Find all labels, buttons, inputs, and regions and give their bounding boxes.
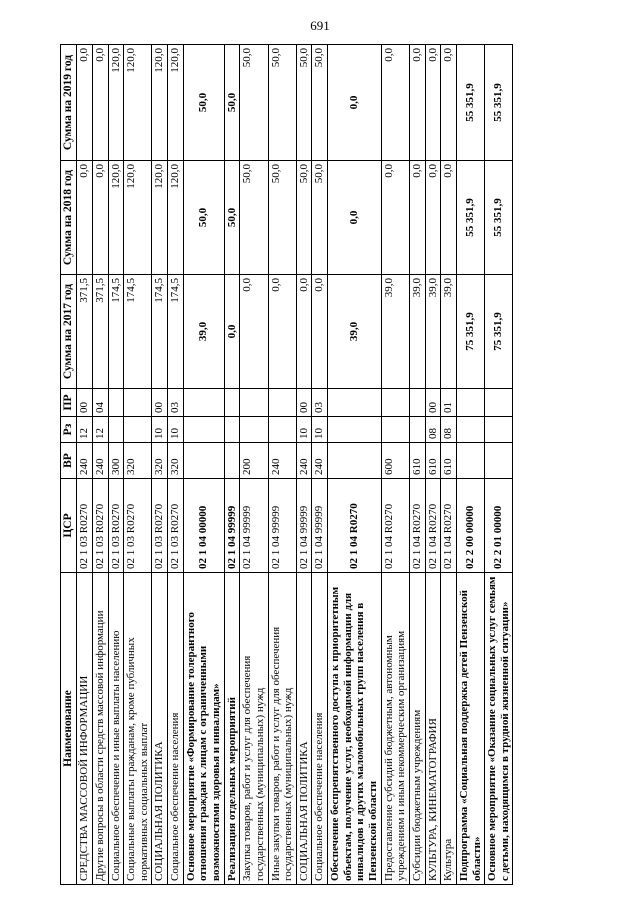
page-number: 691: [310, 18, 330, 33]
row-2018: 120,0: [108, 161, 124, 275]
row-pr: [268, 389, 296, 417]
row-2017: 0,0: [268, 275, 296, 389]
row-csr: 02 1 04 99999: [268, 479, 296, 573]
row-2019: 0,0: [409, 45, 425, 161]
row-2017: 39,0: [409, 275, 425, 389]
table-row: [224, 45, 240, 885]
row-pr: [381, 389, 409, 417]
row-csr: 02 2 00 00000: [456, 479, 484, 573]
row-pr: [124, 389, 152, 417]
row-name: Предоставление субсидий бюджетным, автономным учреждениям и иным некоммерческим организациям: [381, 573, 409, 885]
row-2019: 50,0: [183, 45, 224, 161]
header-rz: Рз: [61, 417, 77, 443]
row-2019: 0,0: [77, 45, 93, 161]
row-2017: 174,5: [124, 275, 152, 389]
row-2018: 0,0: [381, 161, 409, 275]
row-vr: 200: [240, 443, 268, 479]
row-2018: 55 351,9: [485, 161, 513, 275]
table-body: [77, 45, 513, 885]
row-vr: 610: [441, 443, 457, 479]
header-row: [61, 45, 77, 885]
row-pr: 00: [296, 389, 312, 417]
row-vr: 610: [425, 443, 441, 479]
row-2019: 0,0: [92, 45, 108, 161]
header-csr: ЦСР: [61, 479, 77, 573]
row-2019: 0,0: [441, 45, 457, 161]
row-csr: 02 1 03 R0270: [92, 479, 108, 573]
row-2019: 55 351,9: [456, 45, 484, 161]
row-name: Социальное обеспечение населения: [168, 573, 184, 885]
row-2017: 0,0: [240, 275, 268, 389]
row-2019: 50,0: [312, 45, 328, 161]
table-row: [312, 45, 328, 885]
row-rz: [456, 417, 484, 443]
row-rz: [183, 417, 224, 443]
row-csr: 02 1 04 99999: [240, 479, 268, 573]
row-rz: [381, 417, 409, 443]
row-vr: 240: [92, 443, 108, 479]
table-row: [240, 45, 268, 885]
row-2017: 39,0: [381, 275, 409, 389]
header-pr: ПР: [61, 389, 77, 417]
table-row: [183, 45, 224, 885]
row-2017: 0,0: [296, 275, 312, 389]
row-rz: 12: [77, 417, 93, 443]
row-rz: 10: [312, 417, 328, 443]
row-csr: 02 1 04 99999: [224, 479, 240, 573]
row-2017: 0,0: [224, 275, 240, 389]
row-2019: 0,0: [425, 45, 441, 161]
row-vr: 320: [152, 443, 168, 479]
row-pr: 00: [77, 389, 93, 417]
row-name: Социальное обеспечение населения: [312, 573, 328, 885]
row-vr: [485, 443, 513, 479]
row-2019: 120,0: [108, 45, 124, 161]
row-pr: [456, 389, 484, 417]
row-2017: 75 351,9: [485, 275, 513, 389]
row-2018: 50,0: [224, 161, 240, 275]
table-row: [485, 45, 513, 885]
row-rz: [124, 417, 152, 443]
row-name: Основное мероприятие «Формирование толерантного отношения граждан к лицам с ограниченными возможностями здоровья и инвалидам»: [183, 573, 224, 885]
row-pr: [224, 389, 240, 417]
row-2018: 120,0: [124, 161, 152, 275]
row-2017: 75 351,9: [456, 275, 484, 389]
header-vr: ВР: [61, 443, 77, 479]
row-2018: 120,0: [168, 161, 184, 275]
row-pr: [240, 389, 268, 417]
row-name: Подпрограмма «Социальная поддержка детей Пензенской области»: [456, 573, 484, 885]
row-2019: 50,0: [268, 45, 296, 161]
row-name: Реализация отдельных мероприятий: [224, 573, 240, 885]
row-csr: 02 1 03 R0270: [168, 479, 184, 573]
row-name: Социальное обеспечение и иные выплаты населению: [108, 573, 124, 885]
row-name: СРЕДСТВА МАССОВОЙ ИНФОРМАЦИИ: [77, 573, 93, 885]
row-vr: 240: [312, 443, 328, 479]
row-2018: 55 351,9: [456, 161, 484, 275]
table-row: [456, 45, 484, 885]
row-pr: 00: [425, 389, 441, 417]
row-2017: 371,5: [92, 275, 108, 389]
row-csr: 02 1 04 99999: [296, 479, 312, 573]
row-csr: 02 1 03 R0270: [152, 479, 168, 573]
row-2019: 0,0: [381, 45, 409, 161]
row-2018: 50,0: [268, 161, 296, 275]
row-csr: 02 1 04 R0270: [409, 479, 425, 573]
row-pr: 03: [312, 389, 328, 417]
row-vr: 240: [268, 443, 296, 479]
row-pr: 01: [441, 389, 457, 417]
row-2017: 174,5: [168, 275, 184, 389]
row-pr: 03: [168, 389, 184, 417]
row-2018: 50,0: [312, 161, 328, 275]
row-pr: [183, 389, 224, 417]
row-pr: [108, 389, 124, 417]
row-pr: [328, 389, 382, 417]
row-2018: 0,0: [409, 161, 425, 275]
row-2018: 50,0: [240, 161, 268, 275]
row-rz: [240, 417, 268, 443]
row-vr: [224, 443, 240, 479]
row-2019: 120,0: [168, 45, 184, 161]
row-2019: 50,0: [240, 45, 268, 161]
row-rz: [268, 417, 296, 443]
row-vr: 610: [409, 443, 425, 479]
row-2017: 174,5: [152, 275, 168, 389]
row-name: СОЦИАЛЬНАЯ ПОЛИТИКА: [152, 573, 168, 885]
row-2017: 39,0: [425, 275, 441, 389]
row-2018: 0,0: [77, 161, 93, 275]
row-2019: 50,0: [224, 45, 240, 161]
row-name: Закупка товаров, работ и услуг для обеспечения государственных (муниципальных) нужд: [240, 573, 268, 885]
budget-table: [60, 44, 513, 885]
row-2018: 120,0: [152, 161, 168, 275]
row-vr: [456, 443, 484, 479]
table-row: [77, 45, 93, 885]
row-rz: 10: [296, 417, 312, 443]
row-pr: [409, 389, 425, 417]
table-row: [108, 45, 124, 885]
table-row: [409, 45, 425, 885]
row-csr: 02 1 04 R0270: [328, 479, 382, 573]
row-rz: [485, 417, 513, 443]
row-csr: 02 1 04 00000: [183, 479, 224, 573]
row-2017: 371,5: [77, 275, 93, 389]
table-row: [268, 45, 296, 885]
budget-table-container: [60, 45, 580, 885]
row-pr: 00: [152, 389, 168, 417]
row-2018: 50,0: [183, 161, 224, 275]
table-row: [441, 45, 457, 885]
row-csr: 02 1 04 R0270: [425, 479, 441, 573]
row-name: Субсидии бюджетным учреждениям: [409, 573, 425, 885]
table-row: [152, 45, 168, 885]
table-row: [168, 45, 184, 885]
row-name: Другие вопросы в области средств массовой информации: [92, 573, 108, 885]
row-csr: 02 1 03 R0270: [124, 479, 152, 573]
row-vr: 320: [168, 443, 184, 479]
row-rz: [409, 417, 425, 443]
row-name: Иные закупки товаров, работ и услуг для обеспечения государственных (муниципальных) нужд: [268, 573, 296, 885]
row-2017: 39,0: [441, 275, 457, 389]
row-pr: 04: [92, 389, 108, 417]
row-2019: 120,0: [124, 45, 152, 161]
row-csr: 02 1 04 R0270: [381, 479, 409, 573]
row-vr: 240: [296, 443, 312, 479]
row-2019: 120,0: [152, 45, 168, 161]
header-2019: Сумма на 2019 год: [61, 45, 77, 161]
row-vr: 600: [381, 443, 409, 479]
table-row: [296, 45, 312, 885]
row-rz: 08: [425, 417, 441, 443]
row-2019: 50,0: [296, 45, 312, 161]
row-name: СОЦИАЛЬНАЯ ПОЛИТИКА: [296, 573, 312, 885]
header-2018: Сумма на 2018 год: [61, 161, 77, 275]
row-name: Обеспечение беспрепятственного доступа к приоритетным объектам, получение услуг, необходимой информации для инвалидов и других маломобильных групп населения в Пензенской области: [328, 573, 382, 885]
row-vr: 300: [108, 443, 124, 479]
table-row: [381, 45, 409, 885]
row-csr: 02 1 03 R0270: [108, 479, 124, 573]
row-2018: 0,0: [328, 161, 382, 275]
row-vr: [328, 443, 382, 479]
row-rz: 12: [92, 417, 108, 443]
row-name: Социальные выплаты гражданам, кроме публичных нормативных социальных выплат: [124, 573, 152, 885]
row-2018: 50,0: [296, 161, 312, 275]
row-2019: 55 351,9: [485, 45, 513, 161]
table-row: [92, 45, 108, 885]
row-2018: 0,0: [441, 161, 457, 275]
row-rz: [108, 417, 124, 443]
row-rz: [224, 417, 240, 443]
table-row: [328, 45, 382, 885]
row-2017: 39,0: [328, 275, 382, 389]
row-rz: 10: [168, 417, 184, 443]
table-row: [425, 45, 441, 885]
row-csr: 02 1 03 R0270: [77, 479, 93, 573]
row-rz: 08: [441, 417, 457, 443]
header-2017: Сумма на 2017 год: [61, 275, 77, 389]
row-2019: 0,0: [328, 45, 382, 161]
row-rz: [328, 417, 382, 443]
table-row: [124, 45, 152, 885]
row-pr: [485, 389, 513, 417]
row-2017: 39,0: [183, 275, 224, 389]
row-vr: [183, 443, 224, 479]
row-2018: 0,0: [425, 161, 441, 275]
row-name: КУЛЬТУРА, КИНЕМАТОГРАФИЯ: [425, 573, 441, 885]
row-2018: 0,0: [92, 161, 108, 275]
row-2017: 0,0: [312, 275, 328, 389]
row-vr: 240: [77, 443, 93, 479]
row-csr: 02 1 04 R0270: [441, 479, 457, 573]
row-vr: 320: [124, 443, 152, 479]
row-csr: 02 2 01 00000: [485, 479, 513, 573]
row-2017: 174,5: [108, 275, 124, 389]
header-name: Наименование: [61, 573, 77, 885]
row-name: Основное мероприятие «Оказание социальных услуг семьям с детьми, находящимся в трудной жизненной ситуации»: [485, 573, 513, 885]
row-rz: 10: [152, 417, 168, 443]
row-name: Культура: [441, 573, 457, 885]
row-csr: 02 1 04 99999: [312, 479, 328, 573]
